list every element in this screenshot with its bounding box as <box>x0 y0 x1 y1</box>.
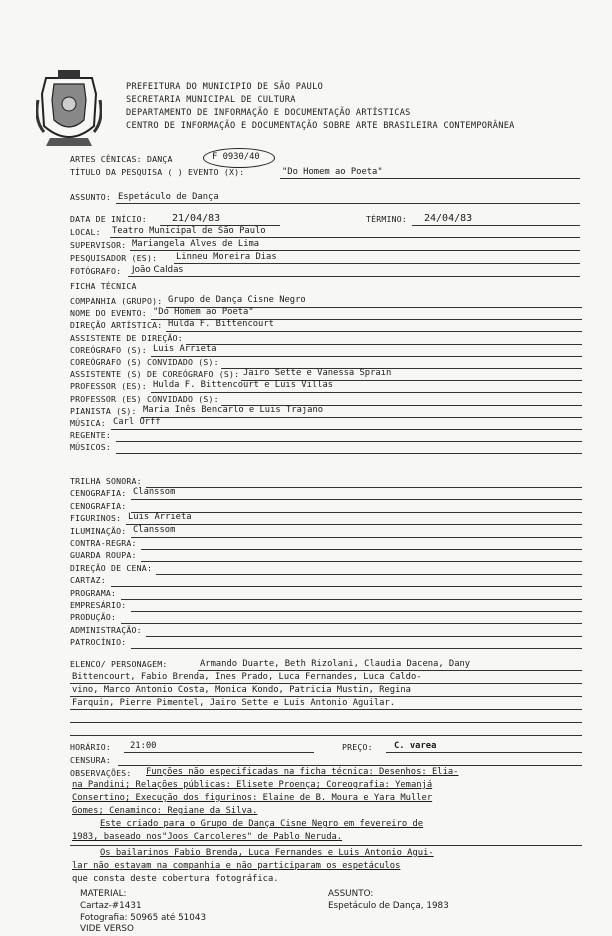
ficha-label: PATROCÍNIO: <box>70 637 127 648</box>
ficha-label: ASSISTENTE DE DIREÇÃO: <box>70 332 183 343</box>
note-2-line-3: que consta deste cobertura fotográfica. <box>72 874 279 884</box>
preco-label: PREÇO: <box>342 742 373 752</box>
horario-value: 21:00 <box>130 741 157 751</box>
ficha-label: ADMINISTRAÇÃO: <box>70 624 142 635</box>
ficha-tecnica-heading: FICHA TÉCNICA <box>70 281 137 291</box>
elenco-line-2: Bittencourt, Fabio Brenda, Ines Prado, Luca Fernandes, Luca Caldo- <box>72 672 422 682</box>
local-value: Teatro Municipal de São Paulo <box>112 226 266 236</box>
artes-cenicas-label: ARTES CÊNICAS: DANÇA <box>70 154 173 164</box>
ficha-label: CONTRA-REGRA: <box>70 538 137 548</box>
ficha-label: PIANISTA (S): <box>70 405 137 416</box>
ficha-label: DIREÇÃO DE CENA: <box>70 562 153 573</box>
assunto-value: Espetáculo de Dança <box>118 192 219 202</box>
ficha-value: Hulda F. Bittencourt e Luis Villas <box>153 380 334 391</box>
elenco-line-1: Armando Duarte, Beth Rizolani, Claudia Dacena, Dany <box>200 659 471 669</box>
observacoes-line-1: Funções não especificadas na ficha técnica: Desenhos: Elia- <box>146 767 459 777</box>
ficha-underline <box>131 648 582 649</box>
observacoes-label: OBSERVAÇÕES: <box>70 768 132 778</box>
observacoes-line-2: na Pandini; Relações públicas: Elisete Proença; Coreografia: Yemanjá <box>72 780 433 790</box>
ficha-label: PROFESSOR (ES): <box>70 381 147 392</box>
local-label: LOCAL: <box>70 227 101 237</box>
ficha-underline <box>141 549 582 550</box>
censura-label: CENSURA: <box>70 755 112 765</box>
horario-underline <box>124 752 314 753</box>
note-2-line-1: Os bailarinos Fabio Brenda, Luca Fernandes e Luis Antonio Agui- <box>100 848 434 858</box>
ficha-label: ASSISTENTE (S) DE COREÓGRAFO (S): <box>70 369 240 380</box>
ficha-label: COREÓGRAFO (S) CONVIDADO (S): <box>70 357 219 367</box>
elenco-line-3: vino, Marco Antonio Costa, Monica Kondo, Patricia Mustin, Regina <box>72 685 411 695</box>
supervisor-value: Mariangela Alves de Lima <box>132 239 260 249</box>
termino-underline <box>412 225 580 226</box>
ficha-underline <box>121 623 582 624</box>
ficha-value: Maria Inês Bencarlo e Luis Trajano <box>143 404 324 415</box>
observacoes-line-4: Gomes; Cenaminco: Regiane da Silva. <box>72 806 258 816</box>
ficha-underline <box>156 574 582 575</box>
local-underline <box>110 237 580 238</box>
pesquisador-underline <box>174 263 580 264</box>
ficha-underline <box>116 453 582 454</box>
elenco-underline-6 <box>70 735 582 736</box>
termino-label: TÉRMINO: <box>366 214 408 224</box>
elenco-underline-5 <box>70 722 582 723</box>
elenco-line-4: Farquin, Pierre Pimentel, Jairo Sette e Luis Antonio Aguilar. <box>72 698 396 708</box>
ficha-value: Luis Arrieta <box>128 512 192 523</box>
vide-verso: VIDE VERSO <box>80 924 134 934</box>
ficha-label: CENOGRAFIA: <box>70 488 127 499</box>
ficha-underline <box>131 611 582 612</box>
ficha-value: Jairo Sette e Vanessa Sprain <box>243 368 392 379</box>
horario-label: HORÁRIO: <box>70 742 112 752</box>
ficha-label: PRODUÇÃO: <box>70 612 117 623</box>
assunto-underline <box>116 203 580 204</box>
fotografo-underline <box>128 276 580 277</box>
ficha-label: COMPANHIA (GRUPO): <box>70 296 163 306</box>
censura-underline <box>118 765 582 766</box>
ficha-value: Luis Arrieta <box>153 343 217 354</box>
ficha-label: DIREÇÃO ARTÍSTICA: <box>70 320 163 331</box>
ficha-value: Clanssom <box>133 524 176 535</box>
ficha-underline <box>126 524 582 525</box>
ficha-label: ILUMINAÇÃO: <box>70 525 127 536</box>
assunto-label: ASSUNTO: <box>70 192 112 202</box>
ficha-underline <box>141 561 582 562</box>
ficha-label: CARTAZ: <box>70 575 106 586</box>
titulo-value: "Do Homem ao Poeta" <box>282 167 383 177</box>
material-cartaz: Cartaz-#1431 <box>80 901 142 911</box>
ficha-label: TRILHA SONORA: <box>70 476 142 486</box>
footer-assunto-label: ASSUNTO: <box>328 889 374 899</box>
coat-of-arms-seal <box>36 70 102 150</box>
ficha-label: FIGURINOS: <box>70 513 122 524</box>
ficha-underline <box>166 331 582 332</box>
ficha-value: Grupo de Dança Cisne Negro <box>168 295 306 305</box>
supervisor-label: SUPERVISOR: <box>70 240 127 250</box>
ficha-underline <box>131 537 582 538</box>
fotografo-label: FOTÓGRAFO: <box>70 266 122 276</box>
elenco-underline-2 <box>70 683 582 684</box>
elenco-underline-4 <box>70 709 582 710</box>
fotografo-value: João Caldas <box>132 265 184 275</box>
preco-underline <box>386 752 582 753</box>
preco-value: C. varea <box>394 741 437 751</box>
data-inicio-label: DATA DE INÍCIO: <box>70 214 147 224</box>
pesquisador-label: PESQUISADOR (ES): <box>70 253 158 263</box>
material-fotografia: Fotografia: 50965 até 51043 <box>80 913 207 923</box>
header-centro: CENTRO DE INFORMAÇÃO E DOCUMENTAÇÃO SOBRE ARTE BRASILEIRA CONTEMPORÂNEA <box>126 121 515 131</box>
ficha-underline <box>121 599 582 600</box>
ficha-underline <box>116 441 582 442</box>
termino-value: 24/04/83 <box>424 213 473 224</box>
ficha-label: NOME DO EVENTO: <box>70 308 147 319</box>
pesquisador-value: Linneu Moreira Dias <box>176 252 277 262</box>
ficha-underline <box>141 417 582 418</box>
ficha-value: Clanssom <box>133 487 176 498</box>
elenco-label: ELENCO/ PERSONAGEM: <box>70 659 168 669</box>
footer-assunto-value: Espetáculo de Dança, 1983 <box>328 901 449 911</box>
ficha-label: GUARDA ROUPA: <box>70 550 137 561</box>
ficha-label: COREÓGRAFO (S): <box>70 344 147 355</box>
ficha-label: PROFESSOR (ES) CONVIDADO (S): <box>70 393 219 404</box>
note-2-line-2: lar não estavam na companhia e não participaram os espetáculos <box>72 861 401 871</box>
titulo-underline <box>280 178 580 179</box>
ficha-underline <box>131 512 582 513</box>
ficha-value: "Do Homem ao Poeta" <box>153 307 254 318</box>
ficha-underline <box>146 487 582 488</box>
ficha-label: CENOGRAFIA: <box>70 500 127 511</box>
ficha-label: EMPRESÁRIO: <box>70 600 127 610</box>
material-label: MATERIAL: <box>80 889 127 899</box>
elenco-underline-3 <box>70 696 582 697</box>
ficha-underline <box>186 344 582 345</box>
note-1-line-2: 1983, baseado nos"Joos Carcoleres" de Pablo Neruda. <box>72 832 343 842</box>
ficha-underline <box>131 499 582 500</box>
ficha-underline <box>146 636 582 637</box>
ficha-label: MÚSICOS: <box>70 442 112 453</box>
titulo-label: TÍTULO DA PESQUISA ( ) EVENTO (X): <box>70 167 245 177</box>
ficha-underline <box>111 429 582 430</box>
data-inicio-value: 21/04/83 <box>172 213 221 224</box>
note-1-line-1: Este criado para o Grupo de Dança Cisne Negro em fevereiro de <box>100 819 424 829</box>
ficha-label: PROGRAMA: <box>70 587 117 598</box>
note-separator <box>70 845 582 846</box>
observacoes-line-3: Consertino; Execução dos figurinos: Elaine de B. Moura e Yara Muller <box>72 793 433 803</box>
supervisor-underline <box>130 250 580 251</box>
header-prefeitura: PREFEITURA DO MUNICIPIO DE SÃO PAULO <box>126 82 324 92</box>
header-secretaria: SECRETARIA MUNICIPAL DE CULTURA <box>126 95 296 105</box>
elenco-underline-1 <box>198 670 582 671</box>
ficha-label: MÚSICA: <box>70 418 106 428</box>
document-code: F 0930/40 <box>212 152 260 162</box>
ficha-value: Carl Orff <box>113 417 161 427</box>
ficha-underline <box>111 586 582 587</box>
ficha-label: REGENTE: <box>70 430 112 441</box>
ficha-value: Hulda F. Bittencourt <box>168 319 274 330</box>
header-departamento: DEPARTAMENTO DE INFORMAÇÃO E DOCUMENTAÇÃO ARTÍSTICAS <box>126 108 411 118</box>
